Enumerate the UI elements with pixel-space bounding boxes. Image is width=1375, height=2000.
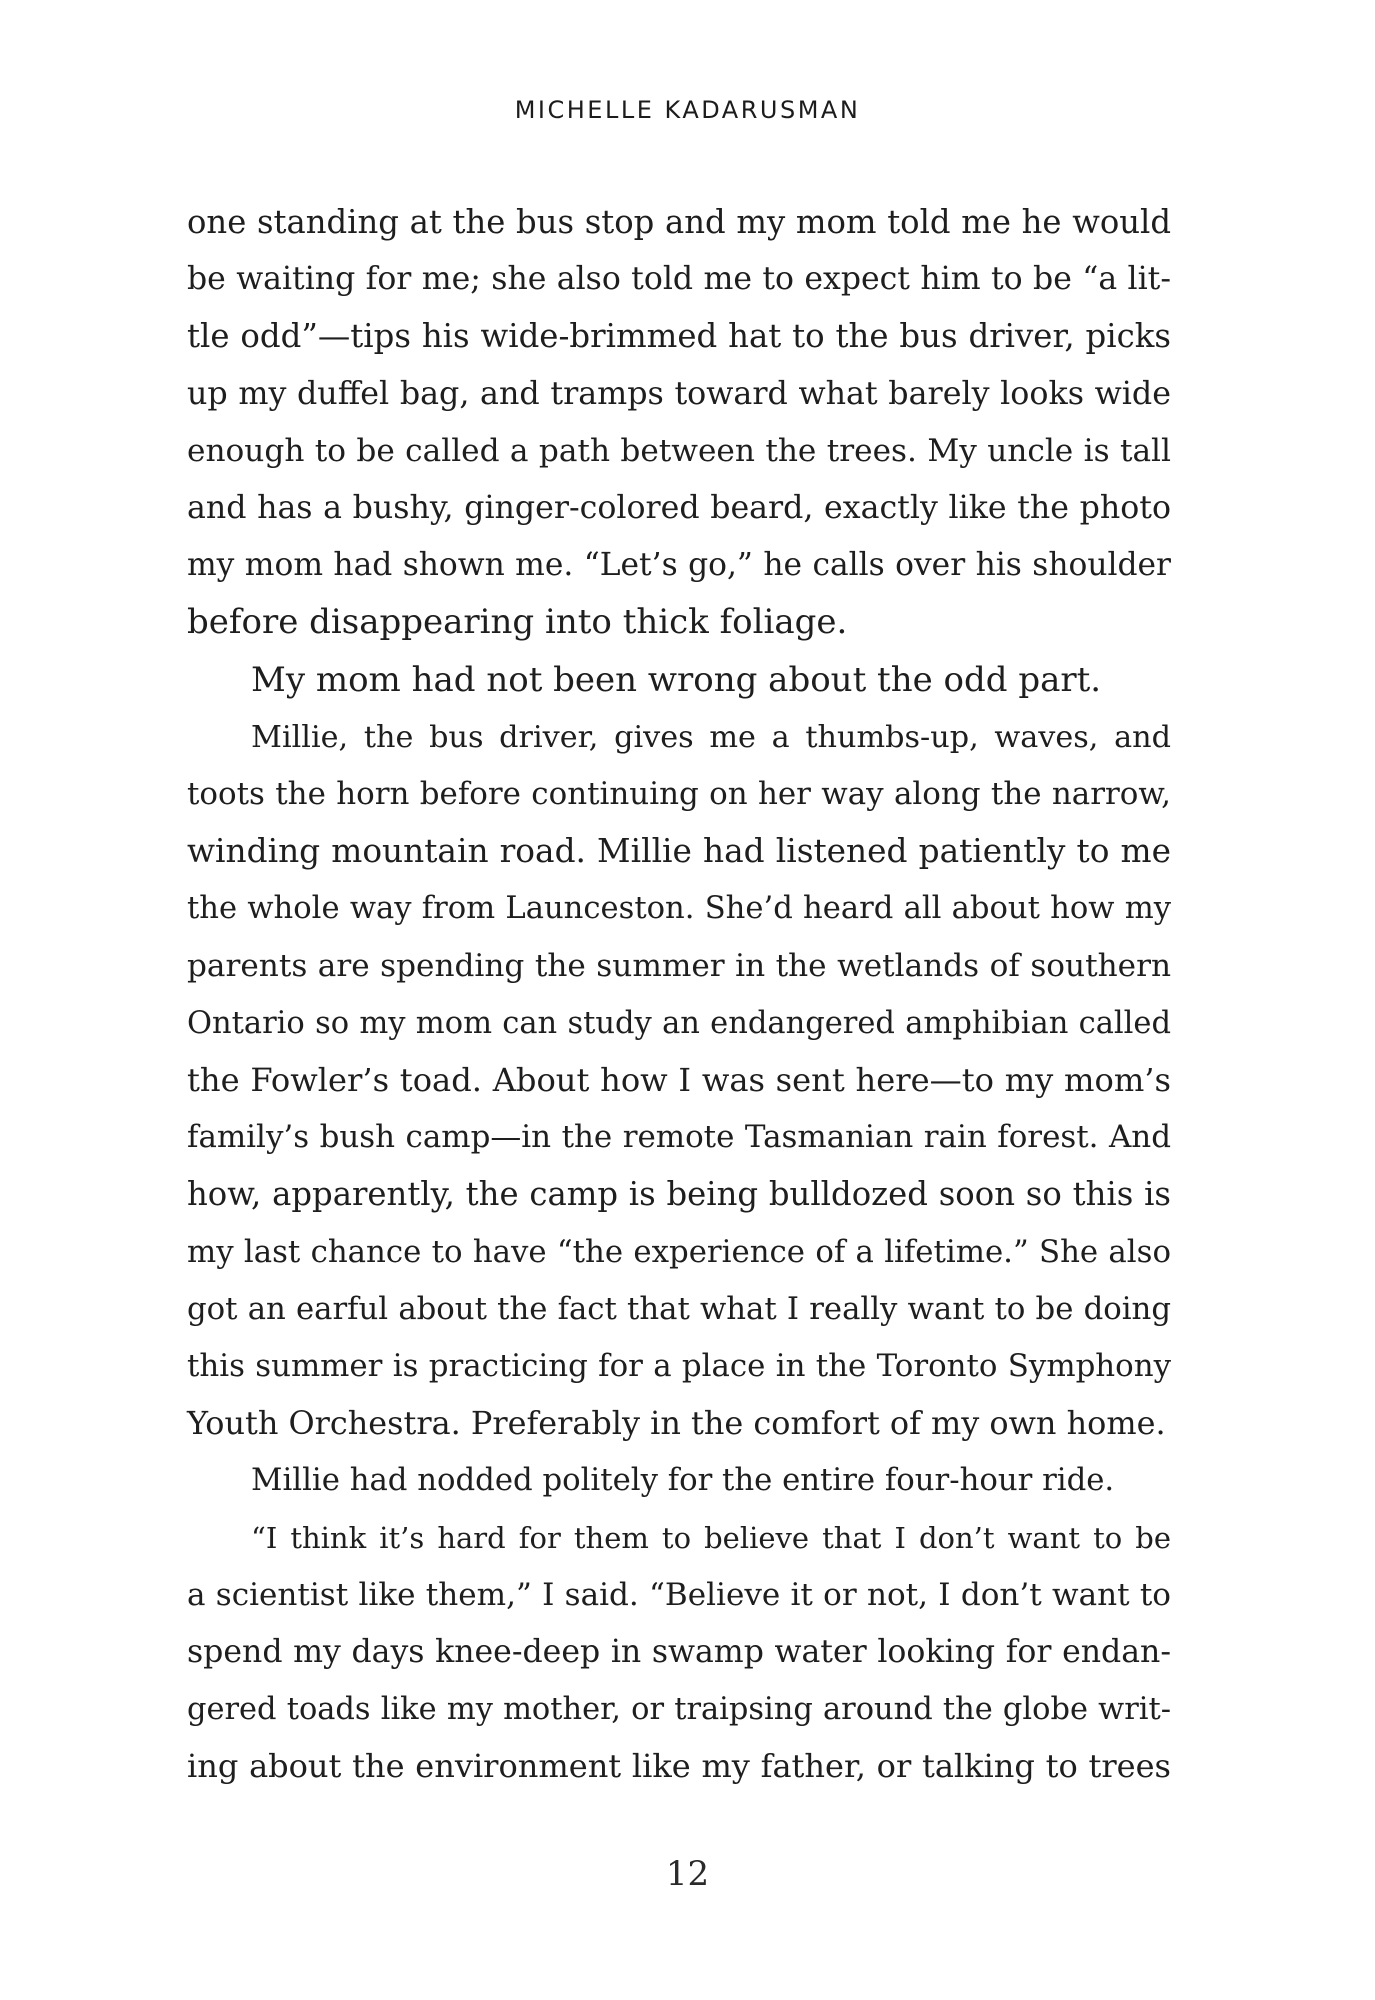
text-line: my last chance to have “the experience of a lifetime.” She also: [187, 1233, 1171, 1270]
text-line: my mom had shown me. “Let’s go,” he calls over his shoulder: [187, 547, 1171, 584]
text-line: enough to be called a path between the trees. My uncle is tall: [187, 432, 1171, 469]
paragraph-1: [187, 194, 1171, 652]
text-line: Ontario so my mom can study an endangered amphibian called: [187, 1005, 1171, 1041]
text-line: Millie, the bus driver, gives me a thumbs-up, waves, and: [251, 719, 1171, 755]
text-line: the whole way from Launceston. She’d heard all about how my: [187, 891, 1171, 927]
text-line: Youth Orchestra. Preferably in the comfort of my own home.: [187, 1404, 1166, 1443]
text-line: spend my days knee-deep in swamp water looking for endan-: [187, 1634, 1171, 1671]
text-line: a scientist like them,” I said. “Believe it or not, I don’t want to: [187, 1576, 1171, 1613]
running-head: MICHELLE KADARUSMAN: [514, 96, 861, 124]
text-line: ing about the environment like my father, or talking to trees: [187, 1747, 1171, 1786]
text-line: be waiting for me; she also told me to expect him to be “a lit-: [187, 261, 1171, 298]
text-line: gered toads like my mother, or traipsing around the globe writ-: [187, 1692, 1171, 1728]
text-line: up my duffel bag, and tramps toward what barely looks wide: [187, 375, 1171, 412]
text-line: and has a bushy, ginger-colored beard, exactly like the photo: [187, 490, 1171, 527]
text-line: family’s bush camp—in the remote Tasmanian rain forest. And: [187, 1119, 1171, 1156]
paragraph-3: [187, 709, 1171, 1453]
text-line: parents are spending the summer in the wetlands of southern: [187, 947, 1171, 984]
text-line: “I think it’s hard for them to believe that I don’t want to be: [251, 1520, 1171, 1555]
paragraph-5: [187, 1510, 1171, 1796]
paragraph-2: [187, 652, 1171, 709]
text-line: got an earful about the fact that what I really want to be doing: [187, 1290, 1171, 1327]
text-line: this summer is practicing for a place in the Toronto Symphony: [187, 1348, 1171, 1385]
text-line: winding mountain road. Millie had listened patiently to me: [187, 832, 1171, 871]
text-line: one standing at the bus stop and my mom told me he would: [187, 203, 1171, 241]
text-line: tle odd”—tips his wide-brimmed hat to the bus driver, picks: [187, 317, 1171, 356]
body-text: [187, 194, 1171, 1796]
page-number: 12: [665, 1854, 710, 1894]
text-line: toots the horn before continuing on her way along the narrow,: [187, 776, 1171, 813]
text-line: how, apparently, the camp is being bulldozed soon so this is: [187, 1175, 1171, 1214]
text-line: Millie had nodded politely for the entire four-hour ride.: [251, 1462, 1115, 1499]
paragraph-4: [187, 1452, 1171, 1509]
text-line: My mom had not been wrong about the odd part.: [251, 659, 1102, 700]
text-line: before disappearing into thick foliage.: [187, 602, 848, 643]
text-line: the Fowler’s toad. About how I was sent here—to my mom’s: [187, 1061, 1171, 1100]
